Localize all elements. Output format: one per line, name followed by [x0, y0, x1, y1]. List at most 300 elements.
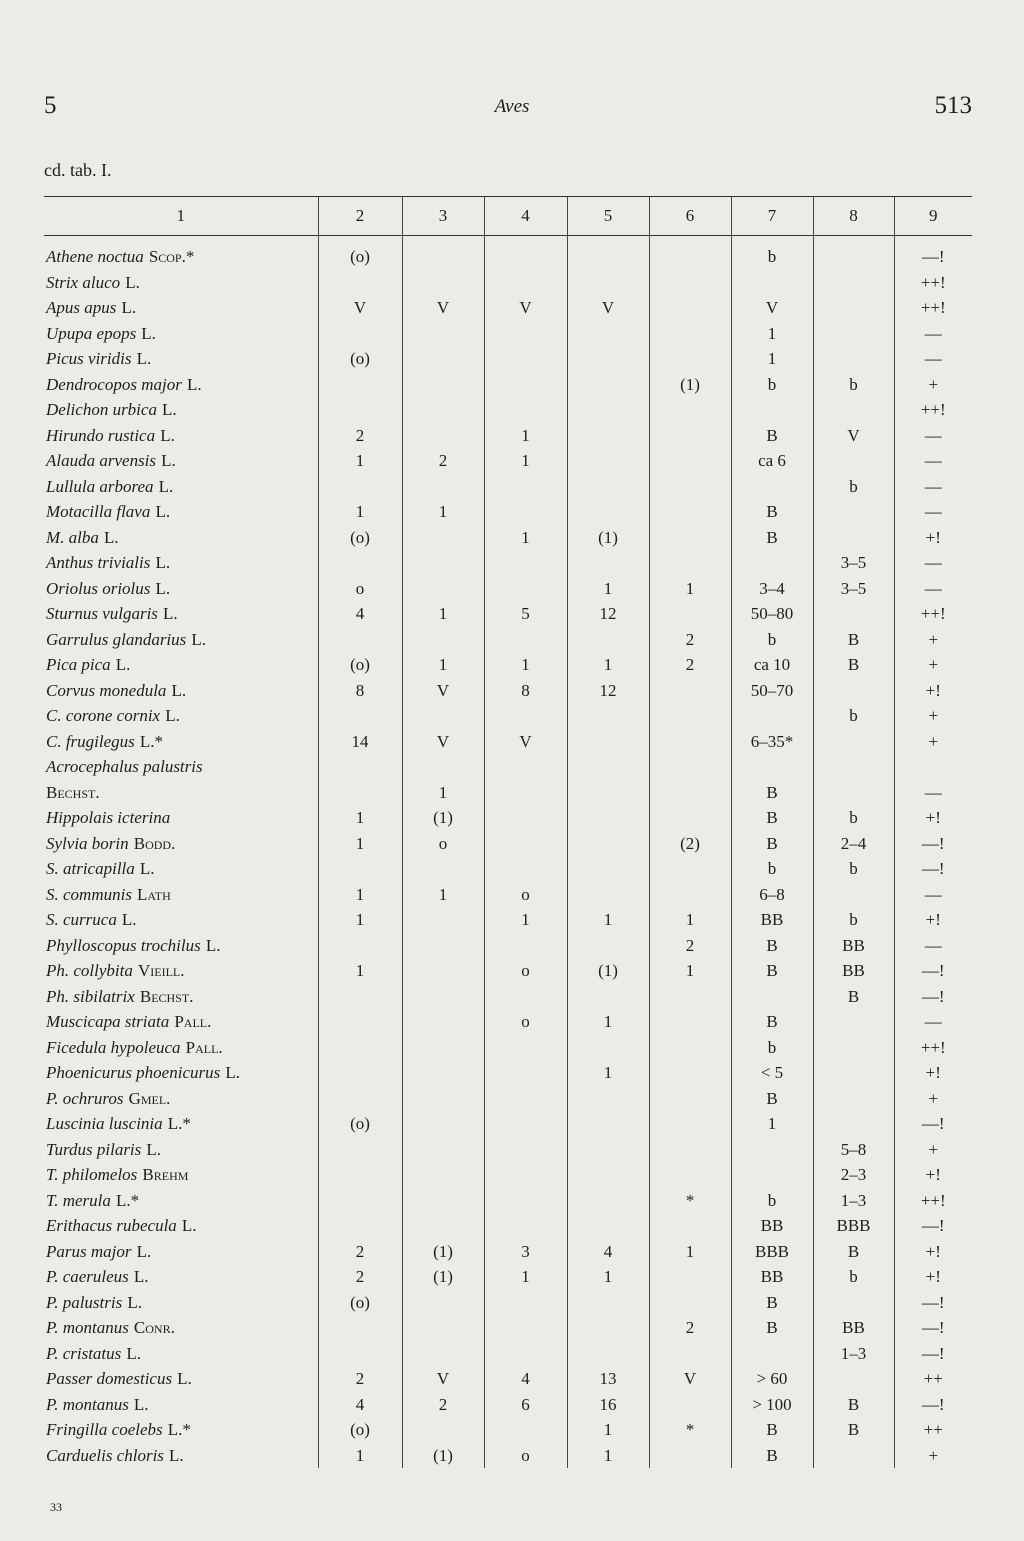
cell-col-4: 4 — [484, 1366, 567, 1392]
cell-col-9: —! — [894, 236, 972, 270]
species-name — [44, 805, 318, 831]
cell-col-9: — — [894, 1009, 972, 1035]
cell-col-4 — [484, 397, 567, 423]
table-row — [44, 933, 972, 959]
cell-col-4 — [484, 984, 567, 1010]
cell-col-2 — [318, 703, 402, 729]
cell-col-3 — [402, 754, 484, 780]
table-row — [44, 958, 972, 984]
species-name — [44, 1137, 318, 1163]
cell-col-8: 3–5 — [813, 576, 894, 602]
cell-col-2 — [318, 1213, 402, 1239]
species-author: L. — [181, 1216, 197, 1235]
cell-col-5 — [567, 397, 649, 423]
cell-col-7: B — [731, 499, 813, 525]
cell-col-7: BBB — [731, 1239, 813, 1265]
cell-col-6 — [649, 1060, 731, 1086]
cell-col-6: * — [649, 1417, 731, 1443]
table-row — [44, 1341, 972, 1367]
cell-col-3 — [402, 1086, 484, 1112]
cell-col-3: 1 — [402, 780, 484, 806]
cell-col-7: B — [731, 780, 813, 806]
species-name — [44, 550, 318, 576]
column-header-9: 9 — [894, 197, 972, 236]
cell-col-3 — [402, 550, 484, 576]
cell-col-8: b — [813, 1264, 894, 1290]
species-name — [44, 1111, 318, 1137]
cell-col-5 — [567, 754, 649, 780]
cell-col-2: 1 — [318, 499, 402, 525]
cell-col-8 — [813, 448, 894, 474]
cell-col-2 — [318, 1137, 402, 1163]
cell-col-5 — [567, 448, 649, 474]
species-genus: Passer domesticus — [46, 1369, 173, 1388]
cell-col-8 — [813, 1366, 894, 1392]
cell-col-7: > 100 — [731, 1392, 813, 1418]
cell-col-3 — [402, 984, 484, 1010]
cell-col-7: 6–8 — [731, 882, 813, 908]
cell-col-7: b — [731, 236, 813, 270]
cell-col-3: (1) — [402, 1443, 484, 1469]
table-row — [44, 448, 972, 474]
table-row — [44, 423, 972, 449]
cell-col-6 — [649, 1035, 731, 1061]
cell-col-2 — [318, 856, 402, 882]
cell-col-9: — — [894, 346, 972, 372]
cell-col-4 — [484, 1290, 567, 1316]
cell-col-5 — [567, 236, 649, 270]
cell-col-7: B — [731, 1086, 813, 1112]
cell-col-4: 8 — [484, 678, 567, 704]
cell-col-2 — [318, 1035, 402, 1061]
cell-col-5 — [567, 1188, 649, 1214]
cell-col-4 — [484, 1035, 567, 1061]
cell-col-6 — [649, 346, 731, 372]
cell-col-8 — [813, 678, 894, 704]
species-author: Bechst. — [139, 986, 194, 1006]
table-row — [44, 678, 972, 704]
species-genus: Motacilla flava — [46, 502, 151, 521]
cell-col-9: + — [894, 1443, 972, 1469]
species-name — [44, 933, 318, 959]
cell-col-8: BB — [813, 1315, 894, 1341]
cell-col-8 — [813, 525, 894, 551]
cell-col-7: B — [731, 831, 813, 857]
column-header-1: 1 — [44, 197, 318, 236]
species-author: L. — [169, 1445, 184, 1465]
cell-col-3: (1) — [402, 1239, 484, 1265]
table-row — [44, 346, 972, 372]
cell-col-9: +! — [894, 1264, 972, 1290]
species-name — [44, 1290, 318, 1316]
cell-col-4 — [484, 1213, 567, 1239]
cell-col-8: B — [813, 627, 894, 653]
cell-col-2: 1 — [318, 805, 402, 831]
species-name — [44, 958, 318, 984]
cell-col-2 — [318, 321, 402, 347]
species-author: L. — [191, 629, 207, 649]
species-genus: P. palustris — [46, 1292, 123, 1312]
cell-col-6: (1) — [649, 372, 731, 398]
cell-col-9: + — [894, 1137, 972, 1163]
cell-col-6 — [649, 499, 731, 525]
cell-col-5 — [567, 270, 649, 296]
cell-col-2: 2 — [318, 423, 402, 449]
species-name — [44, 499, 318, 525]
species-author: L. — [161, 451, 176, 470]
cell-col-5: 1 — [567, 576, 649, 602]
cell-col-2 — [318, 627, 402, 653]
cell-col-4 — [484, 499, 567, 525]
species-author: L. — [139, 859, 155, 878]
cell-col-2 — [318, 754, 402, 780]
table-row — [44, 372, 972, 398]
cell-col-2 — [318, 397, 402, 423]
cell-col-6 — [649, 448, 731, 474]
species-author: L. — [155, 502, 171, 521]
cell-col-3 — [402, 1341, 484, 1367]
cell-col-4 — [484, 1162, 567, 1188]
cell-col-9: — — [894, 780, 972, 806]
species-author: L. — [126, 1343, 141, 1363]
species-author: L.* — [115, 1190, 140, 1210]
cell-col-5: 1 — [567, 907, 649, 933]
species-author: L. — [146, 1139, 162, 1159]
cell-col-3: V — [402, 1366, 484, 1392]
species-author: L. — [165, 706, 180, 725]
cell-col-5 — [567, 550, 649, 576]
cell-col-4 — [484, 831, 567, 857]
cell-col-3 — [402, 321, 484, 347]
cell-col-5 — [567, 499, 649, 525]
cell-col-6 — [649, 550, 731, 576]
cell-col-4 — [484, 856, 567, 882]
cell-col-3 — [402, 703, 484, 729]
cell-col-7: B — [731, 1009, 813, 1035]
cell-col-9: ++! — [894, 1188, 972, 1214]
section-number: 5 — [44, 92, 57, 119]
table-row — [44, 984, 972, 1010]
cell-col-4 — [484, 550, 567, 576]
species-name — [44, 1264, 318, 1290]
table-row — [44, 1443, 972, 1469]
cell-col-8 — [813, 882, 894, 908]
cell-col-8 — [813, 1009, 894, 1035]
cell-col-4 — [484, 754, 567, 780]
cell-col-4 — [484, 805, 567, 831]
species-genus: Lullula arborea — [46, 476, 154, 496]
species-author: Lath — [137, 884, 171, 904]
cell-col-2 — [318, 1086, 402, 1112]
cell-col-9 — [894, 754, 972, 780]
cell-col-7 — [731, 397, 813, 423]
cell-col-8: BB — [813, 958, 894, 984]
cell-col-3 — [402, 933, 484, 959]
species-name — [44, 856, 318, 882]
cell-col-5 — [567, 1162, 649, 1188]
species-author: Gmel. — [128, 1088, 171, 1108]
species-name — [44, 346, 318, 372]
cell-col-2 — [318, 1188, 402, 1214]
species-genus: Apus apus — [46, 298, 117, 317]
cell-col-8: b — [813, 474, 894, 500]
species-genus: Hippolais icterina — [46, 808, 171, 827]
species-genus: Muscicapa striata — [46, 1012, 170, 1031]
cell-col-4 — [484, 236, 567, 270]
cell-col-9: — — [894, 576, 972, 602]
cell-col-4 — [484, 1111, 567, 1137]
cell-col-3 — [402, 474, 484, 500]
species-genus: Sylvia borin — [46, 833, 129, 853]
species-genus: P. montanus — [46, 1394, 129, 1414]
cell-col-7 — [731, 1341, 813, 1367]
cell-col-4: V — [484, 729, 567, 755]
species-name — [44, 984, 318, 1010]
species-author: Pall. — [174, 1012, 212, 1031]
table-row — [44, 601, 972, 627]
cell-col-2: 1 — [318, 448, 402, 474]
table-row — [44, 499, 972, 525]
cell-col-3: V — [402, 729, 484, 755]
cell-col-8 — [813, 270, 894, 296]
species-name — [44, 1366, 318, 1392]
species-genus: Alauda arvensis — [46, 451, 157, 470]
table-row — [44, 1111, 972, 1137]
cell-col-4 — [484, 372, 567, 398]
species-genus: Upupa epops — [46, 323, 137, 343]
table-row — [44, 856, 972, 882]
cell-col-4 — [484, 1417, 567, 1443]
species-name — [44, 576, 318, 602]
cell-col-6 — [649, 1341, 731, 1367]
cell-col-3: 2 — [402, 448, 484, 474]
cell-col-6 — [649, 984, 731, 1010]
species-genus: P. montanus — [46, 1318, 129, 1337]
species-genus: Hirundo rustica — [46, 425, 156, 445]
table-row — [44, 1137, 972, 1163]
cell-col-5: 1 — [567, 1009, 649, 1035]
species-author: Vieill. — [137, 961, 185, 980]
cell-col-7 — [731, 270, 813, 296]
cell-col-6: 2 — [649, 1315, 731, 1341]
table-row — [44, 525, 972, 551]
cell-col-9: — — [894, 933, 972, 959]
cell-col-7: V — [731, 295, 813, 321]
cell-col-4: 3 — [484, 1239, 567, 1265]
cell-col-9: —! — [894, 1111, 972, 1137]
table-row — [44, 1392, 972, 1418]
cell-col-6 — [649, 295, 731, 321]
cell-col-7 — [731, 703, 813, 729]
species-name — [44, 1009, 318, 1035]
species-genus: Fringilla coelebs — [46, 1420, 163, 1439]
cell-col-8 — [813, 236, 894, 270]
cell-col-6: * — [649, 1188, 731, 1214]
species-genus: C. frugilegus — [46, 731, 135, 751]
cell-col-7: b — [731, 627, 813, 653]
cell-col-9: +! — [894, 1162, 972, 1188]
species-author: L. — [115, 655, 131, 674]
species-name — [44, 1392, 318, 1418]
cell-col-6 — [649, 754, 731, 780]
table-row — [44, 236, 972, 270]
cell-col-6: (2) — [649, 831, 731, 857]
cell-col-5: 1 — [567, 652, 649, 678]
cell-col-3: V — [402, 295, 484, 321]
cell-col-5: 1 — [567, 1060, 649, 1086]
table-row — [44, 1366, 972, 1392]
cell-col-6 — [649, 474, 731, 500]
cell-col-2 — [318, 1009, 402, 1035]
cell-col-7: B — [731, 805, 813, 831]
cell-col-6 — [649, 321, 731, 347]
species-author: Brehm — [142, 1165, 189, 1184]
cell-col-5: 1 — [567, 1264, 649, 1290]
cell-col-8 — [813, 1035, 894, 1061]
cell-col-3 — [402, 1290, 484, 1316]
cell-col-4: o — [484, 1009, 567, 1035]
cell-col-5 — [567, 1086, 649, 1112]
cell-col-9: +! — [894, 678, 972, 704]
cell-col-8: b — [813, 805, 894, 831]
cell-col-9: — — [894, 448, 972, 474]
species-author: Bechst. — [46, 782, 100, 802]
species-table — [44, 196, 972, 1468]
cell-col-4: 1 — [484, 907, 567, 933]
species-genus: S. atricapilla — [46, 859, 135, 878]
cell-col-7: B — [731, 1443, 813, 1469]
cell-col-8: B — [813, 1239, 894, 1265]
species-author: L. — [133, 1394, 149, 1414]
species-author: L. — [158, 476, 174, 496]
cell-col-5 — [567, 1341, 649, 1367]
species-genus: S. curruca — [46, 910, 117, 929]
species-genus: Athene noctua — [46, 247, 144, 266]
cell-col-4 — [484, 1086, 567, 1112]
cell-col-5 — [567, 346, 649, 372]
cell-col-6 — [649, 1443, 731, 1469]
cell-col-2: (o) — [318, 346, 402, 372]
species-genus: Ficedula hypoleuca — [46, 1037, 181, 1057]
species-name — [44, 372, 318, 398]
cell-col-6 — [649, 703, 731, 729]
cell-col-9: —! — [894, 856, 972, 882]
cell-col-2 — [318, 1060, 402, 1086]
table-row — [44, 295, 972, 321]
cell-col-8 — [813, 1060, 894, 1086]
species-name — [44, 321, 318, 347]
species-author: L. — [133, 1267, 149, 1286]
table-row — [44, 1213, 972, 1239]
cell-col-4: 1 — [484, 1264, 567, 1290]
cell-col-8: b — [813, 703, 894, 729]
cell-col-5 — [567, 729, 649, 755]
species-name — [44, 831, 318, 857]
species-name — [44, 525, 318, 551]
cell-col-6 — [649, 1111, 731, 1137]
cell-col-6 — [649, 525, 731, 551]
cell-col-2: 1 — [318, 1443, 402, 1469]
species-author: Pall. — [185, 1037, 223, 1057]
table-row — [44, 1035, 972, 1061]
cell-col-7: B — [731, 1417, 813, 1443]
species-name — [44, 1417, 318, 1443]
cell-col-5 — [567, 1111, 649, 1137]
cell-col-3 — [402, 576, 484, 602]
species-genus: Sturnus vulgaris — [46, 604, 158, 623]
cell-col-9: —! — [894, 958, 972, 984]
cell-col-9: ++ — [894, 1417, 972, 1443]
cell-col-5 — [567, 831, 649, 857]
species-genus: Turdus pilaris — [46, 1139, 142, 1159]
table-row — [44, 397, 972, 423]
table-row — [44, 729, 972, 755]
cell-col-3 — [402, 346, 484, 372]
species-genus: S. communis — [46, 884, 132, 904]
species-name — [44, 882, 318, 908]
cell-col-8: BB — [813, 933, 894, 959]
header-row — [44, 197, 972, 236]
cell-col-3 — [402, 372, 484, 398]
cell-col-4 — [484, 270, 567, 296]
table-row — [44, 831, 972, 857]
species-name — [44, 397, 318, 423]
species-genus: Strix aluco — [46, 272, 121, 292]
cell-col-7: BB — [731, 907, 813, 933]
cell-col-8 — [813, 1443, 894, 1469]
cell-col-9: ++! — [894, 270, 972, 296]
species-genus: T. philomelos — [46, 1165, 138, 1184]
cell-col-9: —! — [894, 1315, 972, 1341]
cell-col-5 — [567, 1213, 649, 1239]
species-author: L. — [225, 1063, 240, 1082]
running-title: Aves — [494, 96, 530, 117]
cell-col-9: — — [894, 423, 972, 449]
species-genus: Phylloscopus trochilus — [46, 935, 201, 955]
cell-col-9: +! — [894, 1060, 972, 1086]
species-genus: Phoenicurus phoenicurus — [46, 1063, 221, 1082]
cell-col-7: b — [731, 856, 813, 882]
cell-col-8 — [813, 780, 894, 806]
cell-col-7: 1 — [731, 1111, 813, 1137]
species-author: L.* — [139, 731, 164, 751]
cell-col-7: 3–4 — [731, 576, 813, 602]
cell-col-8: B — [813, 652, 894, 678]
cell-col-3: (1) — [402, 1264, 484, 1290]
cell-col-9: —! — [894, 984, 972, 1010]
cell-col-8 — [813, 499, 894, 525]
cell-col-4: 1 — [484, 525, 567, 551]
species-author: L. — [136, 1241, 152, 1261]
column-header-8: 8 — [813, 197, 894, 236]
table-row — [44, 1264, 972, 1290]
cell-col-5 — [567, 805, 649, 831]
cell-col-9: — — [894, 882, 972, 908]
table-row — [44, 1060, 972, 1086]
species-author: L. — [171, 680, 187, 700]
cell-col-6 — [649, 1009, 731, 1035]
cell-col-7: B — [731, 958, 813, 984]
cell-col-3 — [402, 397, 484, 423]
cell-col-9: ++! — [894, 295, 972, 321]
cell-col-8 — [813, 1086, 894, 1112]
cell-col-4 — [484, 703, 567, 729]
cell-col-8: B — [813, 1392, 894, 1418]
cell-col-8 — [813, 321, 894, 347]
species-author: L. — [205, 935, 221, 955]
cell-col-8: 2–3 — [813, 1162, 894, 1188]
cell-col-3 — [402, 1009, 484, 1035]
